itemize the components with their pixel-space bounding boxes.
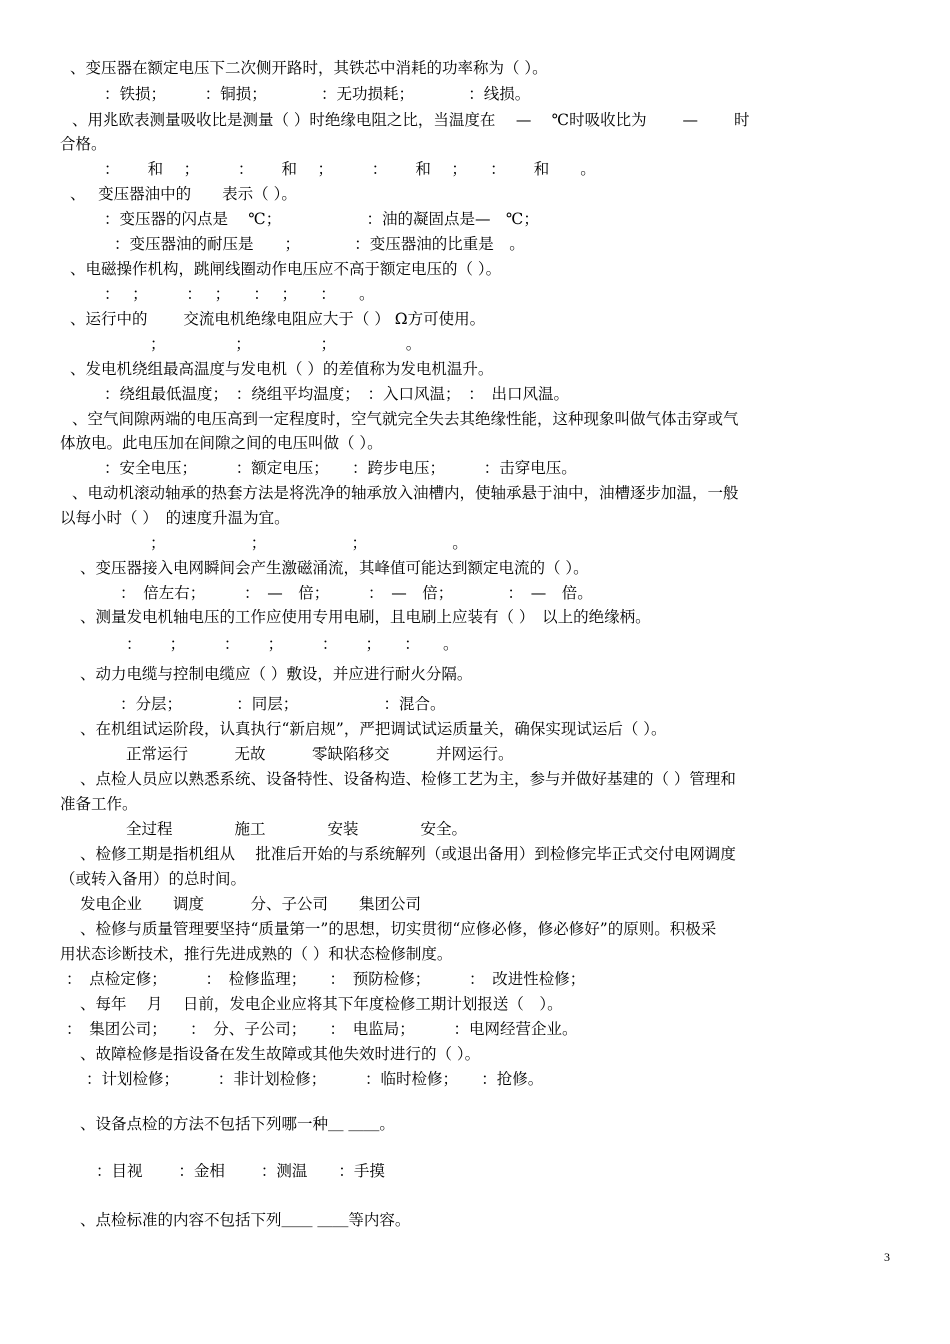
text-line: 准备工作。	[60, 795, 138, 813]
text-line: ： 点检定修； ： 检修监理； ： 预防检修； ： 改进性检修；	[66, 970, 586, 988]
text-line: 、发电机绕组最高温度与发电机（ ）的差值称为发电机温升。	[70, 360, 494, 378]
text-line: 发电企业 调度 分、子公司 集团公司	[80, 895, 422, 913]
text-line: 、点检人员应以熟悉系统、设备特性、设备构造、检修工艺为主，参与并做好基建的（ ）管理和	[80, 770, 736, 788]
text-line: ：安全电压； ：额定电压； ：跨步电压； ：击穿电压。	[104, 459, 577, 477]
text-line: 、变压器接入电网瞬间会产生激磁涌流，其峰值可能达到额定电流的（ ）。	[80, 559, 589, 577]
text-line: 用状态诊断技术，推行先进成熟的（ ）和状态检修制度。	[60, 945, 453, 963]
text-line: ； ； ； 。	[150, 335, 422, 353]
text-line: 合格。	[60, 135, 107, 153]
text-line: ：铁损； ：铜损； ：无功损耗； ：线损。	[104, 85, 531, 103]
text-line: 、电磁操作机构，跳闸线圈动作电压应不高于额定电压的（ ）。	[70, 260, 502, 278]
text-line: 以每小时（ ） 的速度升温为宜。	[60, 509, 290, 527]
text-line: ：目视 ：金相 ：测温 ：手摸	[96, 1162, 385, 1180]
text-line: 、空气间隙两端的电压高到一定程度时，空气就完全失去其绝缘性能，这种现象叫做气体击穿或气	[72, 410, 739, 428]
text-line: 、在机组试运阶段，认真执行“新启规”，严把调试试运质量关，确保实现试运后（ ）。	[80, 720, 667, 738]
text-line: 、运行中的 交流电机绝缘电阻应大于（ ） Ω方可使用。	[70, 310, 486, 328]
text-line: ： 和 ； ： 和 ； ： 和 ； ： 和 。	[104, 160, 596, 178]
text-line: 、变压器在额定电压下二次侧开路时，其铁芯中消耗的功率称为（ ）。	[70, 59, 548, 77]
text-line: （或转入备用）的总时间。	[60, 870, 247, 888]
text-line: ： 集团公司； ： 分、子公司； ： 电监局； ：电网经营企业。	[66, 1020, 578, 1038]
text-line: 全过程 施工 安装 安全。	[126, 820, 468, 838]
text-line: ： 倍左右； ： — 倍； ： — 倍； ： — 倍。	[120, 584, 593, 602]
text-line: 、检修与质量管理要坚持“质量第一”的思想，切实贯彻“应修必修，修必修好”的原则。积极采	[80, 920, 717, 938]
text-line: 、每年 月 日前，发电企业应将其下年度检修工期计划报送（ ）。	[80, 995, 563, 1013]
text-line: 、检修工期是指机组从 批准后开始的与系统解列（或退出备用）到检修完毕正式交付电网调度	[80, 845, 736, 863]
text-line: 、用兆欧表测量吸收比是测量（ ）时绝缘电阻之比，当温度在 — ℃时吸收比为 — 时	[72, 111, 750, 129]
text-line: 、故障检修是指设备在发生故障或其他失效时进行的（ ）。	[80, 1045, 481, 1063]
text-line: 、 变压器油中的 表示（ ）。	[70, 185, 297, 203]
text-line: ： ； ： ； ： ； ： 。	[126, 635, 459, 653]
text-line: ：计划检修； ：非计划检修； ：临时检修； ：抢修。	[86, 1070, 544, 1088]
text-line: 体放电。此电压加在间隙之间的电压叫做（ ）。	[60, 434, 383, 452]
text-line: 、测量发电机轴电压的工作应使用专用电刷，且电刷上应装有（ ） 以上的绝缘柄。	[80, 608, 651, 626]
text-line: 、动力电缆与控制电缆应（ ）敷设，并应进行耐火分隔。	[80, 665, 473, 683]
text-line: ： ； ： ； ： ； ： 。	[104, 285, 375, 303]
text-line: ； ； ； 。	[150, 534, 468, 552]
text-line: 、点检标准的内容不包括下列＿＿ ＿＿等内容。	[80, 1211, 411, 1229]
text-line: 正常运行 无故 零缺陷移交 并网运行。	[126, 745, 514, 763]
text-line: 、设备点检的方法不包括下列哪一种＿ ＿＿。	[80, 1115, 395, 1133]
text-line: ：绕组最低温度； ：绕组平均温度； ：入口风温； ： 出口风温。	[104, 385, 570, 403]
text-line: ：分层； ：同层； ：混合。	[120, 695, 446, 713]
text-line: ：变压器的闪点是 ℃； ：油的凝固点是— ℃；	[104, 210, 539, 228]
text-line: 、电动机滚动轴承的热套方法是将洗净的轴承放入油槽内，使轴承悬于油中，油槽逐步加温，一般	[72, 484, 739, 502]
text-line: ：变压器油的耐压是 ； ：变压器油的比重是 。	[114, 235, 525, 253]
page-number: 3	[884, 1250, 890, 1264]
